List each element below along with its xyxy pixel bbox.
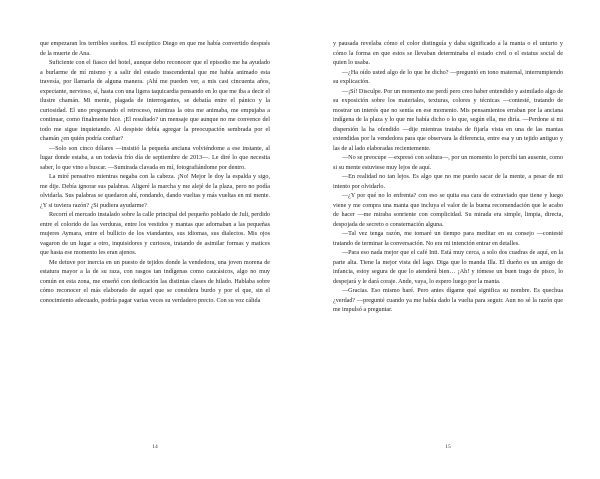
- left-page-body: [40, 40, 270, 306]
- paragraph: —Para eso nada mejor que el café Inti. Está muy cerca, a solo dos cuadras de aquí, en la parte alta. Tiene la mejor vista del lago. Diga que lo manda Illa. El dueño es un amigo de infancia, estoy segura de que lo atenderá bien… ¡Ah! y tómese un buen trago de pisco, lo despejará y le dará coraje. Ande, vaya, lo espero luego por la manta.: [333, 250, 563, 285]
- paragraph: Me detuve por inercia en un puesto de tejidos donde la vendedora, una joven morena de estatura mayor a la de su raza, con rasgos tan indígenas como caucásicos, algo no muy común en esta zona, me enseñó con dedicación las distintas clases de hilado. Hablaba sobre cómo reconocer el más elaborado de aquel que se considera burdo y por el que, sin el conocimiento adecuado, podría pagar varias veces su verdadero precio. Con su voz cálida: [40, 259, 270, 304]
- right-page: [333, 40, 563, 465]
- paragraph: y pausada revelaba cómo el color distinguía y daba significado a la manta o el unturto y cómo la forma en que estos se llevaban determinaba el estado civil o el estatus social de quien lo usaba.: [333, 41, 563, 66]
- left-page: [40, 40, 270, 465]
- paragraph: —¿Ha oído usted algo de lo que he dicho? —preguntó en tono maternal, interrumpiendo su explicación.: [333, 69, 563, 85]
- paragraph: —Tal vez tenga razón, me tomaré un tiempo para meditar en su consejo —contesté tratando de terminar la conversación. No era mi intención entrar en detalles.: [333, 231, 563, 247]
- paragraph: que empezaran los terribles sueños. El escéptico Diego en que me había convertido después de la muerte de Ana.: [40, 41, 270, 57]
- paragraph: —¡Sí! Disculpe. Por un momento me perdí pero creo haber entendido y asimilado algo de su exposición sobre los materiales, texturas, colores y técnicas —contesté, tratando de mostrar un interés que no sentía en ese momento. Mis pensamientos erraban por la anciana indígena de la plaza y lo que me había dicho o lo que, según ella, me diría. —Perdone si mi dispersión la ha ofendido —dije mientras trataba de fijarla vista en una de las mantas extendidas por la vendedora para que observara la diferencia, entre esa y un tejido antiguo y las de al lado elaboradas recientemente.: [333, 88, 563, 152]
- paragraph: Suficiente con el fiasco del hotel, aunque debo reconocer que el episodio me ha ayudado a burlarme de mí mismo y a salir del estado trascendental que me había animado esta travesía, por llamarla de alguna manera. ¡Ahí me pueden ver, a mis casi cincuenta años, expectante, nervioso, sí, hasta con una ligera taquicardia pensando en lo que me iba a decir el ilustre chamán. Mi mente, plagada de interrogantes, se debatía entre el pánico y la curiosidad. El uno pregonando el retroceso, mientras la otra me animaba, me empujaba a continuar, como finalmente hice. ¡El resultado? un mensaje que aunque no me convence del todo me sigue inquietando. Al despiste debía agregar la preocupación sembrada por el chamán ¿en quién podría confiar?: [40, 60, 270, 142]
- paragraph: La miré pensativo mientras negaba con la cabeza. ¡No! Mejor le doy la espalda y sigo, me dije. Debía ignorar sus palabras. Aligeré la marcha y me alejé de la plaza, pero no podía olvidarla. Sus palabras se quedaron ahí, rondando, dando vueltas y más vueltas en mi mente. ¿Y si tuviera razón? ¿Si pudiera ayudarme?: [40, 174, 270, 209]
- paragraph: —Gracias. Eso mismo haré. Pero antes dígame qué significa su nombre. Es quechua ¿verdad? —pregunté cuando ya me había dado la vuelta para seguir. Aun no sé la razón que me impulsó a preguntar.: [333, 288, 563, 313]
- page-number: 14: [152, 444, 158, 450]
- right-page-body: [333, 40, 563, 316]
- paragraph: —¿Y por qué no lo enfrenta? con eso se quita esa cara de extraviado que tiene y luego viene y me compra una manta que incluya el valor de la buena recomendación que le acabo de hacer —me miraba sonriente con complicidad. Su mirada era simple, limpia, directa, despojada de secreto o consternación alguna.: [333, 193, 563, 228]
- paragraph: —No se preocupe —expresó con soltura—, por un momento lo percibí tan ausente, como si su mente estuviese muy lejos de aquí.: [333, 155, 563, 171]
- paragraph: —Solo son cinco dólares —insistió la pequeña anciana volviéndome a ese instante, al lugar donde estaba, a un todavía frío día de septiembre de 2013—. Le diré lo que necesita saber, lo que vino a buscar. —Sumirada clavada en mí, fotografiándome por dentro.: [40, 145, 270, 171]
- page-number: 15: [445, 444, 451, 450]
- paragraph: Recorrí el mercado instalado sobre la calle principal del pequeño poblado de Juli, perdido entre el colorido de las verduras, entre los vestidos y mantas que adornaban a las pequeñas mujeres Aymara, entre el bullicio de los viandantes, sus idiomas, sus dialectos. Mis ojos vagaron de un lugar a otro, inquisidores y curiosos, tratando de asimilar formas y matices que hasta ese momento les eran ajenos.: [40, 212, 270, 256]
- paragraph: —En realidad no tan lejos. Es algo que no me puedo sacar de la mente, a pesar de mi intento por olvidarlo.: [333, 174, 563, 190]
